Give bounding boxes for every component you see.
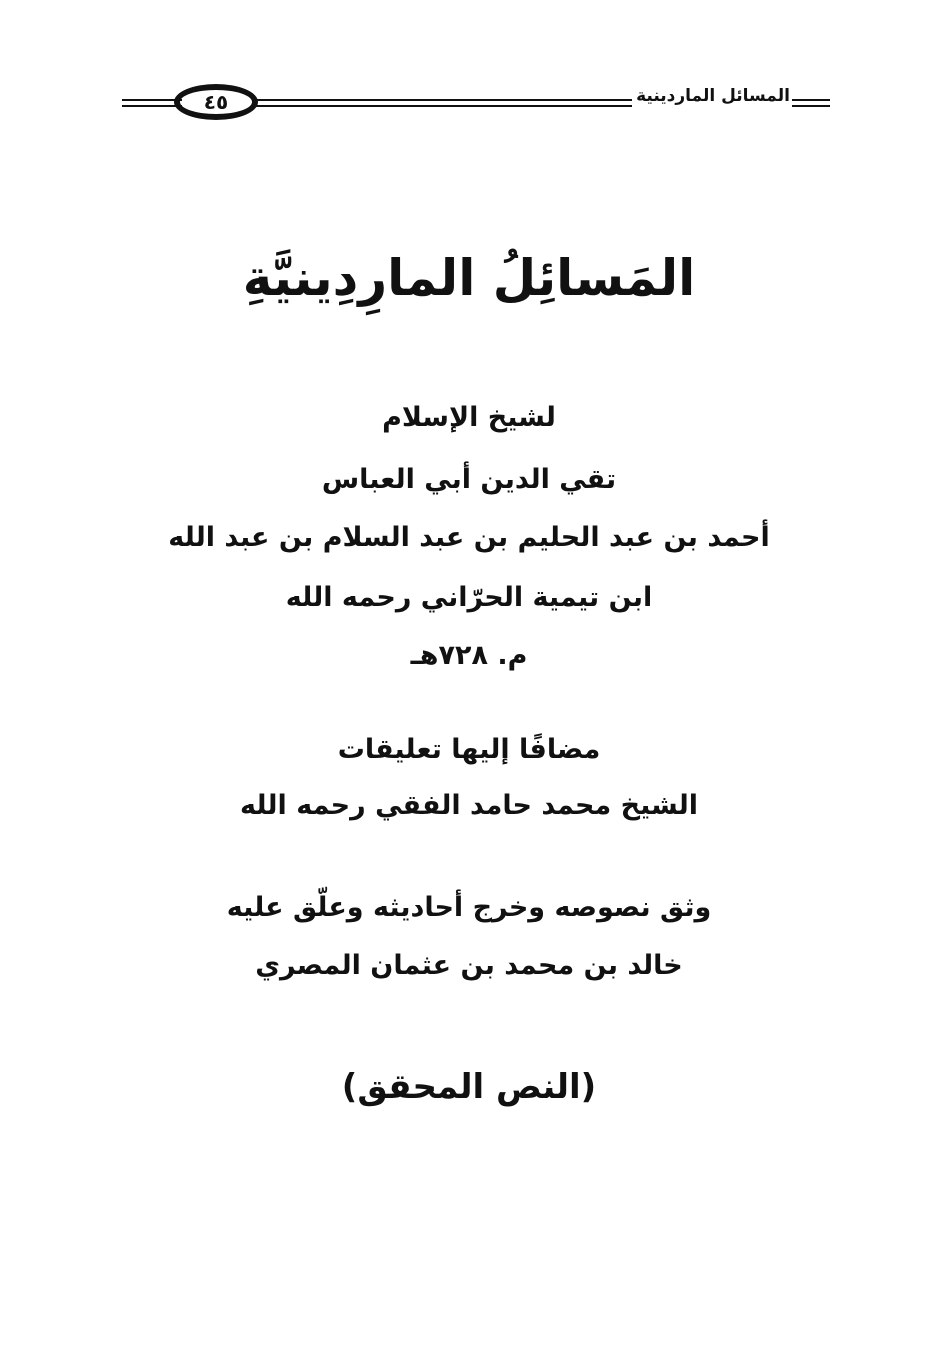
book-title: المَسائِلُ المارِدِينيَّةِ: [242, 249, 696, 307]
author-death-date: م. ٧٢٨هـ: [410, 640, 528, 671]
edition-note: (النص المحقق): [341, 1067, 597, 1107]
header-rule: [122, 99, 182, 101]
header-rule: [122, 105, 182, 107]
editor-name: خالد بن محمد بن عثمان المصري: [255, 950, 683, 981]
author-name: ابن تيمية الحرّاني رحمه الله: [285, 582, 653, 613]
commentator-name: الشيخ محمد حامد الفقي رحمه الله: [240, 790, 698, 821]
commentary-intro: مضافًا إليها تعليقات: [337, 734, 601, 765]
header-rule: [792, 99, 830, 101]
author-lineage: أحمد بن عبد الحليم بن عبد السلام بن عبد الله: [168, 522, 770, 553]
running-title: المسائل الماردينية: [636, 86, 790, 106]
page-number: ٤٥: [174, 84, 258, 120]
author-honorific: لشيخ الإسلام: [382, 402, 556, 433]
running-header: [122, 82, 830, 128]
editor-role: وثق نصوصه وخرج أحاديثه وعلّق عليه: [226, 892, 712, 923]
header-rule: [254, 99, 632, 101]
header-rule: [792, 105, 830, 107]
header-rule: [254, 105, 632, 107]
author-kunya: تقي الدين أبي العباس: [321, 464, 617, 495]
